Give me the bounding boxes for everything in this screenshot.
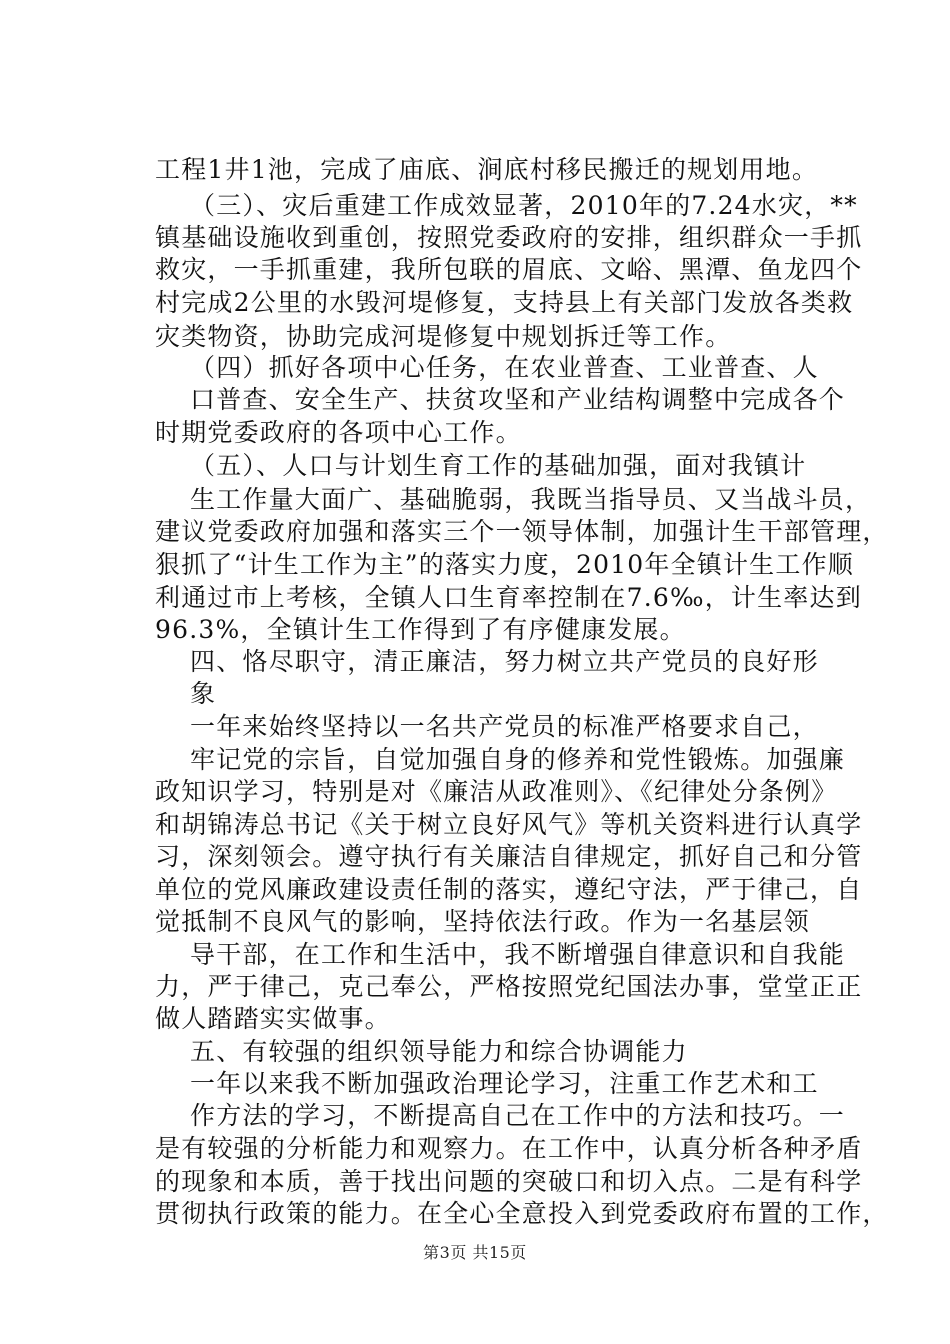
text-line: 政知识学习，特别是对《廉洁从政准则》、《纪律处分条例》 bbox=[155, 777, 838, 806]
text-line: （五）、人口与计划生育工作的基础加强，面对我镇计 bbox=[190, 451, 807, 480]
text-line: 做人踏踏实实做事。 bbox=[155, 1004, 391, 1033]
text-line: 牢记党的宗旨，自觉加强自身的修养和党性锻炼。加强廉 bbox=[190, 745, 846, 774]
text-line: 时期党委政府的各项中心工作。 bbox=[155, 418, 522, 447]
text-line: 救灾，一手抓重建，我所包联的眉底、文峪、黑潭、鱼龙四个 bbox=[155, 255, 863, 284]
text-line: 力，严于律己，克己奉公，严格按照党纪国法办事，堂堂正正 bbox=[155, 972, 863, 1001]
text-line: 工程1井1池，完成了庙底、涧底村移民搬迁的规划用地。 bbox=[155, 155, 819, 184]
text-line: 96.3%，全镇计生工作得到了有序健康发展。 bbox=[155, 615, 686, 644]
text-line: 五、有较强的组织领导能力和综合协调能力 bbox=[190, 1037, 688, 1066]
text-line: 口普查、安全生产、扶贫攻坚和产业结构调整中完成各个 bbox=[190, 385, 846, 414]
text-line: 狠抓了“计生工作为主”的落实力度，2010年全镇计生工作顺 bbox=[155, 550, 854, 579]
text-line: 一年以来我不断加强政治理论学习，注重工作艺术和工 bbox=[190, 1069, 819, 1098]
text-line: （四）抓好各项中心任务，在农业普查、工业普查、人 bbox=[190, 353, 819, 382]
text-line: 利通过市上考核，全镇人口生育率控制在7.6‰，计生率达到 bbox=[155, 583, 862, 612]
text-line: 单位的党风廉政建设责任制的落实，遵纪守法，严于律己，自 bbox=[155, 875, 863, 904]
text-line: 四、恪尽职守，清正廉洁，努力树立共产党员的良好形 bbox=[190, 647, 819, 676]
text-line: 生工作量大面广、基础脆弱，我既当指导员、又当战斗员， bbox=[190, 485, 872, 514]
text-line: 一年来始终坚持以一名共产党员的标准严格要求自己， bbox=[190, 712, 819, 741]
text-line: （三）、灾后重建工作成效显著，2010年的7.24水灾，** bbox=[190, 191, 858, 220]
text-line: 象 bbox=[190, 679, 217, 708]
text-line: 镇基础设施收到重创，按照党委政府的安排，组织群众一手抓 bbox=[155, 223, 863, 252]
text-line: 建议党委政府加强和落实三个一领导体制，加强计生干部管理， bbox=[155, 517, 889, 546]
text-line: 贯彻执行政策的能力。在全心全意投入到党委政府布置的工作， bbox=[155, 1199, 889, 1228]
text-line: 和胡锦涛总书记《关于树立良好风气》等机关资料进行认真学 bbox=[155, 810, 863, 839]
text-line: 的现象和本质，善于找出问题的突破口和切入点。二是有科学 bbox=[155, 1167, 863, 1196]
text-line: 习，深刻领会。遵守执行有关廉洁自律规定，抓好自己和分管 bbox=[155, 842, 863, 871]
text-line: 是有较强的分析能力和观察力。在工作中，认真分析各种矛盾 bbox=[155, 1134, 863, 1163]
text-line: 作方法的学习，不断提高自己在工作中的方法和技巧。一 bbox=[190, 1101, 846, 1130]
page-footer: 第3页 共15页 bbox=[423, 1243, 527, 1262]
text-line: 导干部，在工作和生活中，我不断增强自律意识和自我能 bbox=[190, 940, 846, 969]
text-line: 灾类物资，协助完成河堤修复中规划拆迁等工作。 bbox=[155, 322, 732, 351]
text-line: 村完成2公里的水毁河堤修复，支持县上有关部门发放各类救 bbox=[155, 288, 854, 317]
text-line: 觉抵制不良风气的影响，坚持依法行政。作为一名基层领 bbox=[155, 907, 811, 936]
